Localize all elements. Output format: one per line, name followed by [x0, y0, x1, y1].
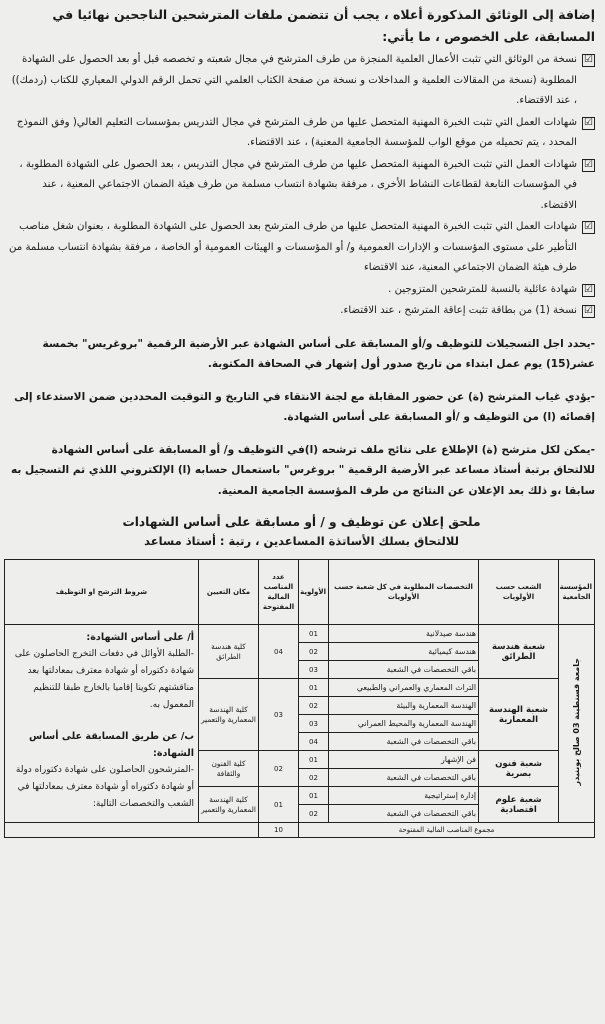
document-item: ☑ نسخة من الوثائق التي تثبت الأعمال العلمية المنجزة من طرف المترشح في مجال شعبته و تخصصه قبل أو بعد الحصول على الشهادة المطلوبة (نسخة من المقالات العلمية و المداخلات و نسخة من صفحة الكتاب العلمي التي تحمل الرقم الدولي المعياري للكتاب (ردمك)) ، عند الاقتضاء. — [8, 50, 595, 112]
specialty-cell: باقي التخصصات في الشعبة — [329, 661, 479, 679]
priority-cell: 03 — [299, 661, 329, 679]
positions-table — [4, 559, 595, 838]
posts-cell: 03 — [259, 679, 299, 751]
registration-deadline-paragraph: -يحدد اجل التسجيلات للتوظيف و/أو المسابقة على أساس الشهادة عبر الأرضية الرقمية "بروغريس" بخمسة عشر(15) يوم عمل ابتداء من تاريخ صدور أول إشهار في الصحافة المكتوبة. — [42, 337, 595, 370]
results-paragraph: -يمكن لكل مترشح (ة) الإطلاع على نتائج ملف ترشحه (ا)في التوظيف و/ أو المسابقة على أساس الشهادة للالتحاق برتبة أستاذ مساعد عبر الأرضية الرقمية " بروغرس" باستعمال حسابه (ا) الإلكتروني اللذي تم التسجيل به سابقا ،و ذلك بعد الإعلان عن النتائج من طرف المؤسسة الجامعية المعنية. — [10, 443, 595, 497]
specialty-cell: هندسة كيميائية — [329, 643, 479, 661]
specialty-cell: الهندسة المعمارية والمحيط العمراني — [329, 715, 479, 733]
checkbox-icon: ☑ — [582, 284, 595, 297]
absence-paragraph: -يؤدي غياب المترشح (ة) عن حضور المقابلة مع لجنة الانتقاء في التاريخ و التوقيت المحددين ضمن الاستدعاء إلى إقصائه (ا) من التوظيف و /أو المسابقة على أساس الشهادة. — [14, 390, 595, 423]
condition-b-title: ب/ عن طريق المسابقة على أساس الشهادة: — [28, 731, 194, 759]
place-cell: كلية هندسة الطرائق — [199, 625, 259, 679]
conditions-cell — [5, 625, 199, 823]
priority-cell: 04 — [299, 733, 329, 751]
posts-cell: 01 — [259, 787, 299, 823]
checkbox-icon: ☑ — [582, 54, 595, 67]
place-cell: كلية الهندسة المعمارية والتعمير — [199, 679, 259, 751]
header-institution: المؤسسة الجامعية — [559, 560, 595, 625]
priority-cell: 02 — [299, 769, 329, 787]
priority-cell: 03 — [299, 715, 329, 733]
documents-list — [8, 50, 595, 322]
branch-cell: شعبة فنون بصرية — [479, 751, 559, 787]
specialty-cell: باقي التخصصات في الشعبة — [329, 769, 479, 787]
header-posts: عدد المناصب المالية المفتوحة — [259, 560, 299, 625]
header-place: مكان التعيين — [199, 560, 259, 625]
document-item: ☑ شهادة عائلية بالنسبة للمترشحين المتزوجين . — [8, 280, 595, 301]
posts-cell: 02 — [259, 751, 299, 787]
header-branch: الشعب حسب الأولويات — [479, 560, 559, 625]
specialty-cell: الهندسة المعمارية والبيئة — [329, 697, 479, 715]
header-specialty: التخصصات المطلوبة في كل شعبة حسب الأولويات — [329, 560, 479, 625]
document-item: ☑ شهادات العمل التي تثبت الخبرة المهنية المتحصل عليها من طرف المترشح في مجال التدريس بمؤسسات التعليم العالي( وفق النموذج المحدد ، يتم تحميله من موقع الواب للمؤسسة الجامعية المعنية) ، عند الاقتضاء. — [8, 113, 595, 154]
condition-a-title: أ/ على أساس الشهادة: — [86, 632, 194, 643]
table-header-row — [5, 560, 595, 625]
total-value: 10 — [259, 823, 299, 838]
branch-cell: شعبة الهندسة المعمارية — [479, 679, 559, 751]
specialty-cell: إدارة إستراتيجية — [329, 787, 479, 805]
header-priority: الأولوية — [299, 560, 329, 625]
university-cell: جامعة قسنطينة 03 صالح بوبنيدر — [559, 625, 595, 823]
priority-cell: 01 — [299, 751, 329, 769]
specialty-cell: هندسة صيدلانية — [329, 625, 479, 643]
document-item: ☑ شهادات العمل التي تثبت الخبرة المهنية المتحصل عليها من طرف المترشح بعد الحصول على الشهادة المطلوبة ، بعنوان شغل مناصب التأطير على مستوى المؤسسات و الإدارات العمومية و/ أو المؤسسات و الهيئات العمومية أو الخاصة ، مرفقة بشهادة انتساب مسلمة من طرف هيئة الضمان الاجتماعي المعنية، عند الاقتضاء — [8, 217, 595, 279]
checkbox-icon: ☑ — [582, 305, 595, 318]
branch-cell: شعبة هندسة الطرائق — [479, 625, 559, 679]
table-row — [5, 625, 595, 643]
annex-title — [8, 513, 595, 551]
annex-title-line1: ملحق إعلان عن توظيف و / أو مسابقة على أساس الشهادات — [122, 515, 481, 529]
posts-cell: 04 — [259, 625, 299, 679]
checkbox-icon: ☑ — [582, 159, 595, 172]
priority-cell: 02 — [299, 805, 329, 823]
header-conditions: شروط الترشح او التوظيف — [5, 560, 199, 625]
priority-cell: 02 — [299, 643, 329, 661]
specialty-cell: باقي التخصصات في الشعبة — [329, 733, 479, 751]
priority-cell: 01 — [299, 679, 329, 697]
condition-a-text: -الطلبة الأوائل في دفعات التخرج الحاصلون على شهادة دكتوراه أو شهادة معترف بمعادلتها بعد مناقشتهم تكوينا إقاميا بالخارج طبقا للتنظيم المعمول به. — [14, 649, 194, 710]
priority-cell: 01 — [299, 787, 329, 805]
total-label: مجموع المناصب المالية المفتوحة — [299, 823, 595, 838]
document-item: ☑ شهادات العمل التي تثبت الخبرة المهنية المتحصل عليها من طرف المترشح في مجال التدريس ، بعد الحصول على الشهادة المطلوبة ، في المؤسسات التابعة لقطاعات النشاط الأخرى ، مرفقة بشهادة انتساب مسلمة من طرف هيئة الضمان الاجتماعي المعنية ، عند الاقتضاء. — [8, 155, 595, 217]
annex-title-line2: للالتحاق بسلك الأساتذة المساعدين ، رتبة : أستاذ مساعد — [144, 534, 459, 548]
branch-cell: شعبة علوم اقتصادية — [479, 787, 559, 823]
document-item: ☑ نسخة (1) من بطاقة تثبت إعاقة المترشح ، عند الاقتضاء. — [8, 301, 595, 322]
specialty-cell: التراث المعماري والعمراني والطبيعي — [329, 679, 479, 697]
priority-cell: 01 — [299, 625, 329, 643]
priority-cell: 02 — [299, 697, 329, 715]
place-cell: كلية الفنون والثقافة — [199, 751, 259, 787]
specialty-cell: فن الإشهار — [329, 751, 479, 769]
checkbox-icon: ☑ — [582, 117, 595, 130]
place-cell: كلية الهندسة المعمارية والتعمير — [199, 787, 259, 823]
intro-text: إضافة إلى الوثائق المذكورة أعلاه ، يجب أن تتضمن ملفات المترشحين الناجحين نهائيا في المسابقة، على الخصوص ، ما يأتي: — [52, 7, 595, 44]
total-row — [5, 823, 595, 838]
condition-b-text: -المترشحون الحاصلون على شهادة دكتوراه دولة أو شهادة دكتوراه أو شهادة معترف بمعادلتها في الشعب والتخصصات التالية: — [15, 765, 194, 809]
checkbox-icon: ☑ — [582, 221, 595, 234]
specialty-cell: باقي التخصصات في الشعبة — [329, 805, 479, 823]
